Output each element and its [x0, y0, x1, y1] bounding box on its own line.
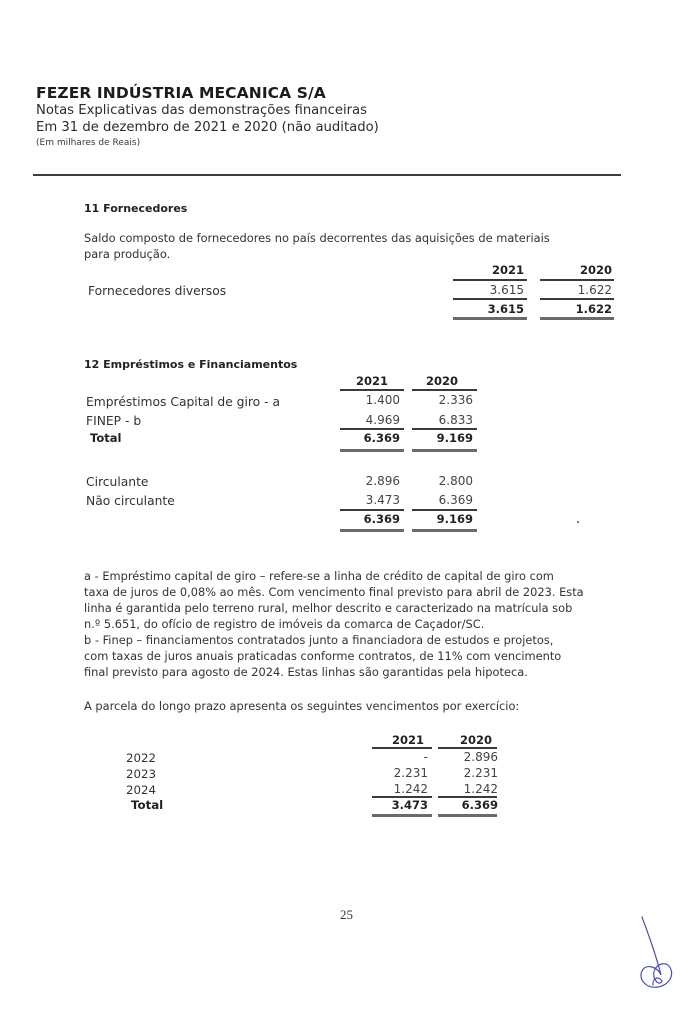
section-12-title: 12 Empréstimos e Financiamentos — [84, 358, 298, 371]
row-label: Fornecedores diversos — [88, 284, 227, 298]
value-2020: 6.833 — [438, 413, 473, 427]
note-line: a - Empréstimo capital de giro – refere-se a linha de crédito de capital de giro com — [84, 569, 554, 583]
year-label: 2024 — [126, 783, 157, 797]
company-name: FEZER INDÚSTRIA MECANICA S/A — [36, 84, 326, 102]
value-2020: 6.369 — [438, 493, 473, 507]
value-2021: 2.896 — [365, 474, 400, 488]
value-2020: 2.231 — [463, 766, 498, 780]
row-label: Circulante — [86, 475, 149, 489]
total-2020: 6.369 — [461, 798, 498, 812]
split-total-2021: 6.369 — [363, 512, 400, 526]
section-11-text-line-2: para produção. — [84, 247, 171, 261]
row-label: Não circulante — [86, 494, 175, 508]
total-label: Total — [131, 798, 164, 812]
total-2020: 1.622 — [575, 302, 612, 316]
row-label: FINEP - b — [86, 414, 142, 428]
value-2021: 1.242 — [393, 782, 428, 796]
note-line: com taxas de juros anuais praticadas conforme contratos, de 11% com vencimento — [84, 649, 562, 663]
section-11-text-line-1: Saldo composto de fornecedores no país decorrentes das aquisições de materiais — [84, 231, 550, 245]
note-line: linha é garantida pelo terreno rural, melhor descrito e caracterizado na matrícula sob — [84, 601, 573, 615]
value-2021: - — [423, 750, 428, 764]
document-date: Em 31 de dezembro de 2021 e 2020 (não auditado) — [36, 120, 379, 135]
subtotal-line — [340, 428, 404, 430]
header-underline — [372, 747, 432, 749]
total-double-underline — [340, 529, 404, 532]
total-2021: 6.369 — [363, 431, 400, 445]
col-header-2020: 2020 — [425, 374, 458, 388]
value-2020: 1.242 — [463, 782, 498, 796]
document-subtitle: Notas Explicativas das demonstrações financeiras — [36, 103, 368, 118]
note-line: b - Finep – financiamentos contratados junto a financiadora de estudos e projetos, — [84, 633, 554, 647]
subtotal-line — [340, 509, 404, 511]
subtotal-line — [412, 509, 477, 511]
value-2021: 1.400 — [365, 393, 400, 407]
total-2021: 3.615 — [487, 302, 524, 316]
page-number: 25 — [340, 907, 353, 922]
note-line: taxa de juros de 0,08% ao mês. Com vencimento final previsto para abril de 2023. Esta — [84, 585, 584, 599]
subtotal-line — [540, 298, 614, 300]
header-underline — [412, 389, 477, 391]
total-double-underline — [453, 317, 527, 320]
total-label: Total — [90, 431, 122, 445]
split-total-2020: 9.169 — [436, 512, 473, 526]
header-underline — [540, 279, 614, 281]
year-label: 2022 — [126, 751, 157, 765]
col-header-2021: 2021 — [391, 733, 424, 747]
value-2020: 2.336 — [438, 393, 473, 407]
total-double-underline — [412, 529, 477, 532]
value-2020: 2.896 — [463, 750, 498, 764]
col-header-2020: 2020 — [579, 263, 612, 277]
value-2021: 4.969 — [365, 413, 400, 427]
signature-stroke — [641, 917, 672, 987]
section-11-title: 11 Fornecedores — [84, 202, 188, 215]
value-2021: 3.615 — [489, 283, 524, 297]
total-double-underline — [540, 317, 614, 320]
note-line: final previsto para agosto de 2024. Estas linhas são garantidas pela hipoteca. — [84, 665, 528, 679]
scan-speck — [577, 521, 579, 523]
header-underline — [438, 747, 497, 749]
subtotal-line — [453, 298, 527, 300]
total-2020: 9.169 — [436, 431, 473, 445]
col-header-2021: 2021 — [491, 263, 524, 277]
total-double-underline — [412, 449, 477, 452]
value-2021: 2.231 — [393, 766, 428, 780]
maturity-intro: A parcela do longo prazo apresenta os seguintes vencimentos por exercício: — [84, 699, 520, 713]
header-divider — [33, 174, 621, 176]
value-2021: 3.473 — [365, 493, 400, 507]
handwritten-signature — [636, 915, 684, 995]
header-underline — [340, 389, 404, 391]
total-double-underline — [372, 814, 432, 817]
row-label: Empréstimos Capital de giro - a — [86, 395, 280, 409]
total-double-underline — [340, 449, 404, 452]
value-2020: 2.800 — [438, 474, 473, 488]
col-header-2020: 2020 — [459, 733, 492, 747]
year-label: 2023 — [126, 767, 157, 781]
header-underline — [453, 279, 527, 281]
col-header-2021: 2021 — [355, 374, 388, 388]
note-line: n.º 5.651, do ofício de registro de imóveis da comarca de Caçador/SC. — [84, 617, 485, 631]
total-2021: 3.473 — [391, 798, 428, 812]
value-2020: 1.622 — [577, 283, 612, 297]
subtotal-line — [412, 428, 477, 430]
total-double-underline — [438, 814, 497, 817]
currency-note: (Em milhares de Reais) — [36, 138, 141, 148]
